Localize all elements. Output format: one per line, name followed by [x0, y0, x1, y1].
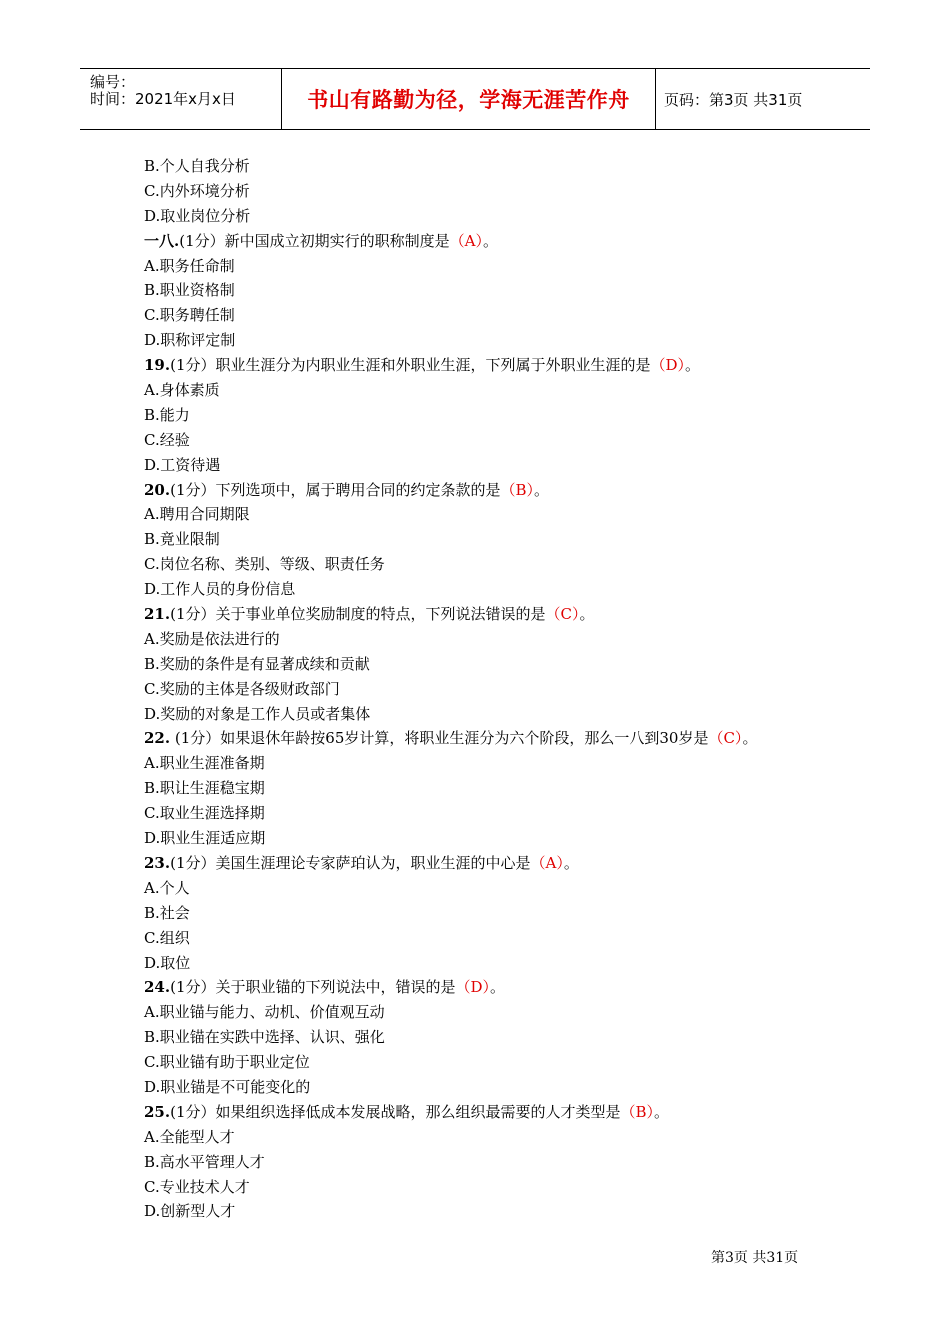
question-text: (1分）关于事业单位奖励制度的特点，下列说法错误的是	[170, 605, 546, 624]
question-number: 一八.	[144, 231, 180, 250]
option-line	[144, 453, 864, 478]
question-text: (1分）下列选项中，属于聘用合同的约定条款的是	[170, 480, 501, 499]
option-text: B.高水平管理人才	[144, 1152, 265, 1171]
header-motto-cell	[282, 69, 656, 129]
option-text: B.职业资格制	[144, 281, 235, 300]
time-label: 时间：2021年x月x日	[90, 90, 236, 108]
option-line	[144, 1000, 864, 1025]
option-text: C.经验	[144, 430, 190, 449]
option-line	[144, 801, 864, 826]
question-line	[144, 478, 864, 503]
question-line	[144, 1100, 864, 1125]
page-header	[80, 68, 870, 130]
question-text: (1分）美国生涯理论专家萨珀认为，职业生涯的中心是	[170, 853, 531, 872]
option-text: B.能力	[144, 405, 190, 424]
option-line	[144, 1050, 864, 1075]
option-line	[144, 1025, 864, 1050]
answer-mark: （A）	[530, 853, 564, 872]
answer-mark: （D）	[650, 356, 686, 375]
option-text: A.职业生涯准备期	[144, 754, 265, 773]
option-line	[144, 552, 864, 577]
option-text: D.职业生涯适应期	[144, 829, 266, 848]
option-line	[144, 677, 864, 702]
option-line	[144, 652, 864, 677]
document-body	[144, 154, 864, 1224]
option-line	[144, 1199, 864, 1224]
option-text: D.工作人员的身份信息	[144, 580, 296, 599]
question-end-punctuation: 。	[685, 356, 701, 375]
option-text: A.职业锚与能力、动机、价值观互动	[144, 1003, 385, 1022]
question-number: 21.	[144, 605, 171, 624]
question-line	[144, 229, 864, 254]
header-page-cell	[656, 69, 870, 129]
question-text: (1分）如果组织选择低成本发展战略，那么组织最需要的人才类型是	[170, 1102, 621, 1121]
question-text: (1分）新中国成立初期实行的职称制度是	[179, 231, 450, 250]
option-line	[144, 926, 864, 951]
option-line	[144, 1075, 864, 1100]
option-line	[144, 403, 864, 428]
answer-mark: （C）	[545, 605, 580, 624]
option-text: B.职业锚在实跌中选择、认识、强化	[144, 1028, 385, 1047]
option-line	[144, 527, 864, 552]
option-line	[144, 627, 864, 652]
question-line	[144, 353, 864, 378]
option-text: A.身体素质	[144, 381, 220, 400]
option-line	[144, 1150, 864, 1175]
question-number: 24.	[144, 978, 171, 997]
option-text: C.岗位名称、类别、等级、职责任务	[144, 555, 385, 574]
question-text: (1分）关于职业锚的下列说法中，错误的是	[170, 978, 456, 997]
option-text: B.社会	[144, 903, 190, 922]
option-text: D.取位	[144, 953, 191, 972]
option-text: C.奖励的主体是各级财政部门	[144, 679, 340, 698]
page-footer: 第3页 共31页	[711, 1250, 799, 1266]
question-line	[144, 975, 864, 1000]
option-text: C.取业生涯选择期	[144, 804, 265, 823]
answer-mark: （C）	[708, 729, 743, 748]
option-line	[144, 901, 864, 926]
question-text: (1分）职业生涯分为内职业生涯和外职业生涯，下列属于外职业生涯的是	[170, 356, 651, 375]
question-line	[144, 726, 864, 751]
question-end-punctuation: 。	[579, 605, 595, 624]
answer-mark: （D）	[455, 978, 491, 997]
option-text: A.全能型人才	[144, 1127, 235, 1146]
question-line	[144, 602, 864, 627]
option-text: D.奖励的对象是工作人员或者集体	[144, 704, 371, 723]
option-line	[144, 179, 864, 204]
option-text: A.职务任命制	[144, 256, 235, 275]
page-label: 页码：第3页 共31页	[664, 90, 803, 109]
option-text: C.职务聘任制	[144, 306, 235, 325]
question-number: 22.	[144, 729, 171, 748]
option-line	[144, 428, 864, 453]
option-text: B.竟业限制	[144, 530, 220, 549]
option-line	[144, 1125, 864, 1150]
option-text: B.个人自我分析	[144, 157, 250, 175]
option-text: D.工资待遇	[144, 455, 221, 474]
question-text: (1分）如果退休年龄按65岁计算，将职业生涯分为六个阶段，那么一八到30岁是	[170, 729, 709, 748]
question-end-punctuation: 。	[654, 1102, 670, 1121]
option-line	[144, 328, 864, 353]
question-end-punctuation: 。	[742, 729, 758, 748]
option-line	[144, 876, 864, 901]
option-text: D.创新型人才	[144, 1202, 236, 1221]
option-text: D.取业岗位分析	[144, 206, 251, 225]
option-line	[144, 751, 864, 776]
option-line	[144, 154, 864, 179]
option-text: A.个人	[144, 878, 190, 897]
option-line	[144, 1175, 864, 1200]
motto: 书山有路勤为径，学海无涯苦作舟	[307, 88, 630, 112]
number-label: 编号：	[90, 73, 136, 91]
option-line	[144, 577, 864, 602]
option-text: B.奖励的条件是有显著成续和贡献	[144, 654, 370, 673]
question-number: 23.	[144, 853, 171, 872]
option-line	[144, 951, 864, 976]
option-line	[144, 502, 864, 527]
option-line	[144, 204, 864, 229]
question-end-punctuation: 。	[534, 480, 550, 499]
option-line	[144, 776, 864, 801]
option-text: D.职业锚是不可能变化的	[144, 1077, 311, 1096]
option-text: C.专业技术人才	[144, 1177, 250, 1196]
option-line	[144, 378, 864, 403]
answer-mark: （B）	[620, 1102, 655, 1121]
question-end-punctuation: 。	[482, 231, 498, 250]
option-text: B.职让生涯稳宝期	[144, 779, 265, 798]
option-text: C.内外环境分析	[144, 181, 250, 200]
option-line	[144, 278, 864, 303]
answer-mark: （B）	[500, 480, 535, 499]
answer-mark: （A）	[449, 231, 483, 250]
header-meta	[80, 69, 282, 129]
question-end-punctuation: 。	[490, 978, 506, 997]
question-number: 20.	[144, 480, 171, 499]
option-line	[144, 702, 864, 727]
option-text: C.职业锚有助于职业定位	[144, 1053, 310, 1072]
option-text: A.聘用合同期限	[144, 505, 250, 524]
question-end-punctuation: 。	[563, 853, 579, 872]
question-number: 25.	[144, 1102, 171, 1121]
option-text: D.职称评定制	[144, 331, 236, 350]
option-text: A.奖励是依法进行的	[144, 629, 280, 648]
option-line	[144, 826, 864, 851]
option-line	[144, 254, 864, 279]
question-number: 19.	[144, 356, 171, 375]
option-line	[144, 303, 864, 328]
option-text: C.组织	[144, 928, 190, 947]
question-line	[144, 851, 864, 876]
